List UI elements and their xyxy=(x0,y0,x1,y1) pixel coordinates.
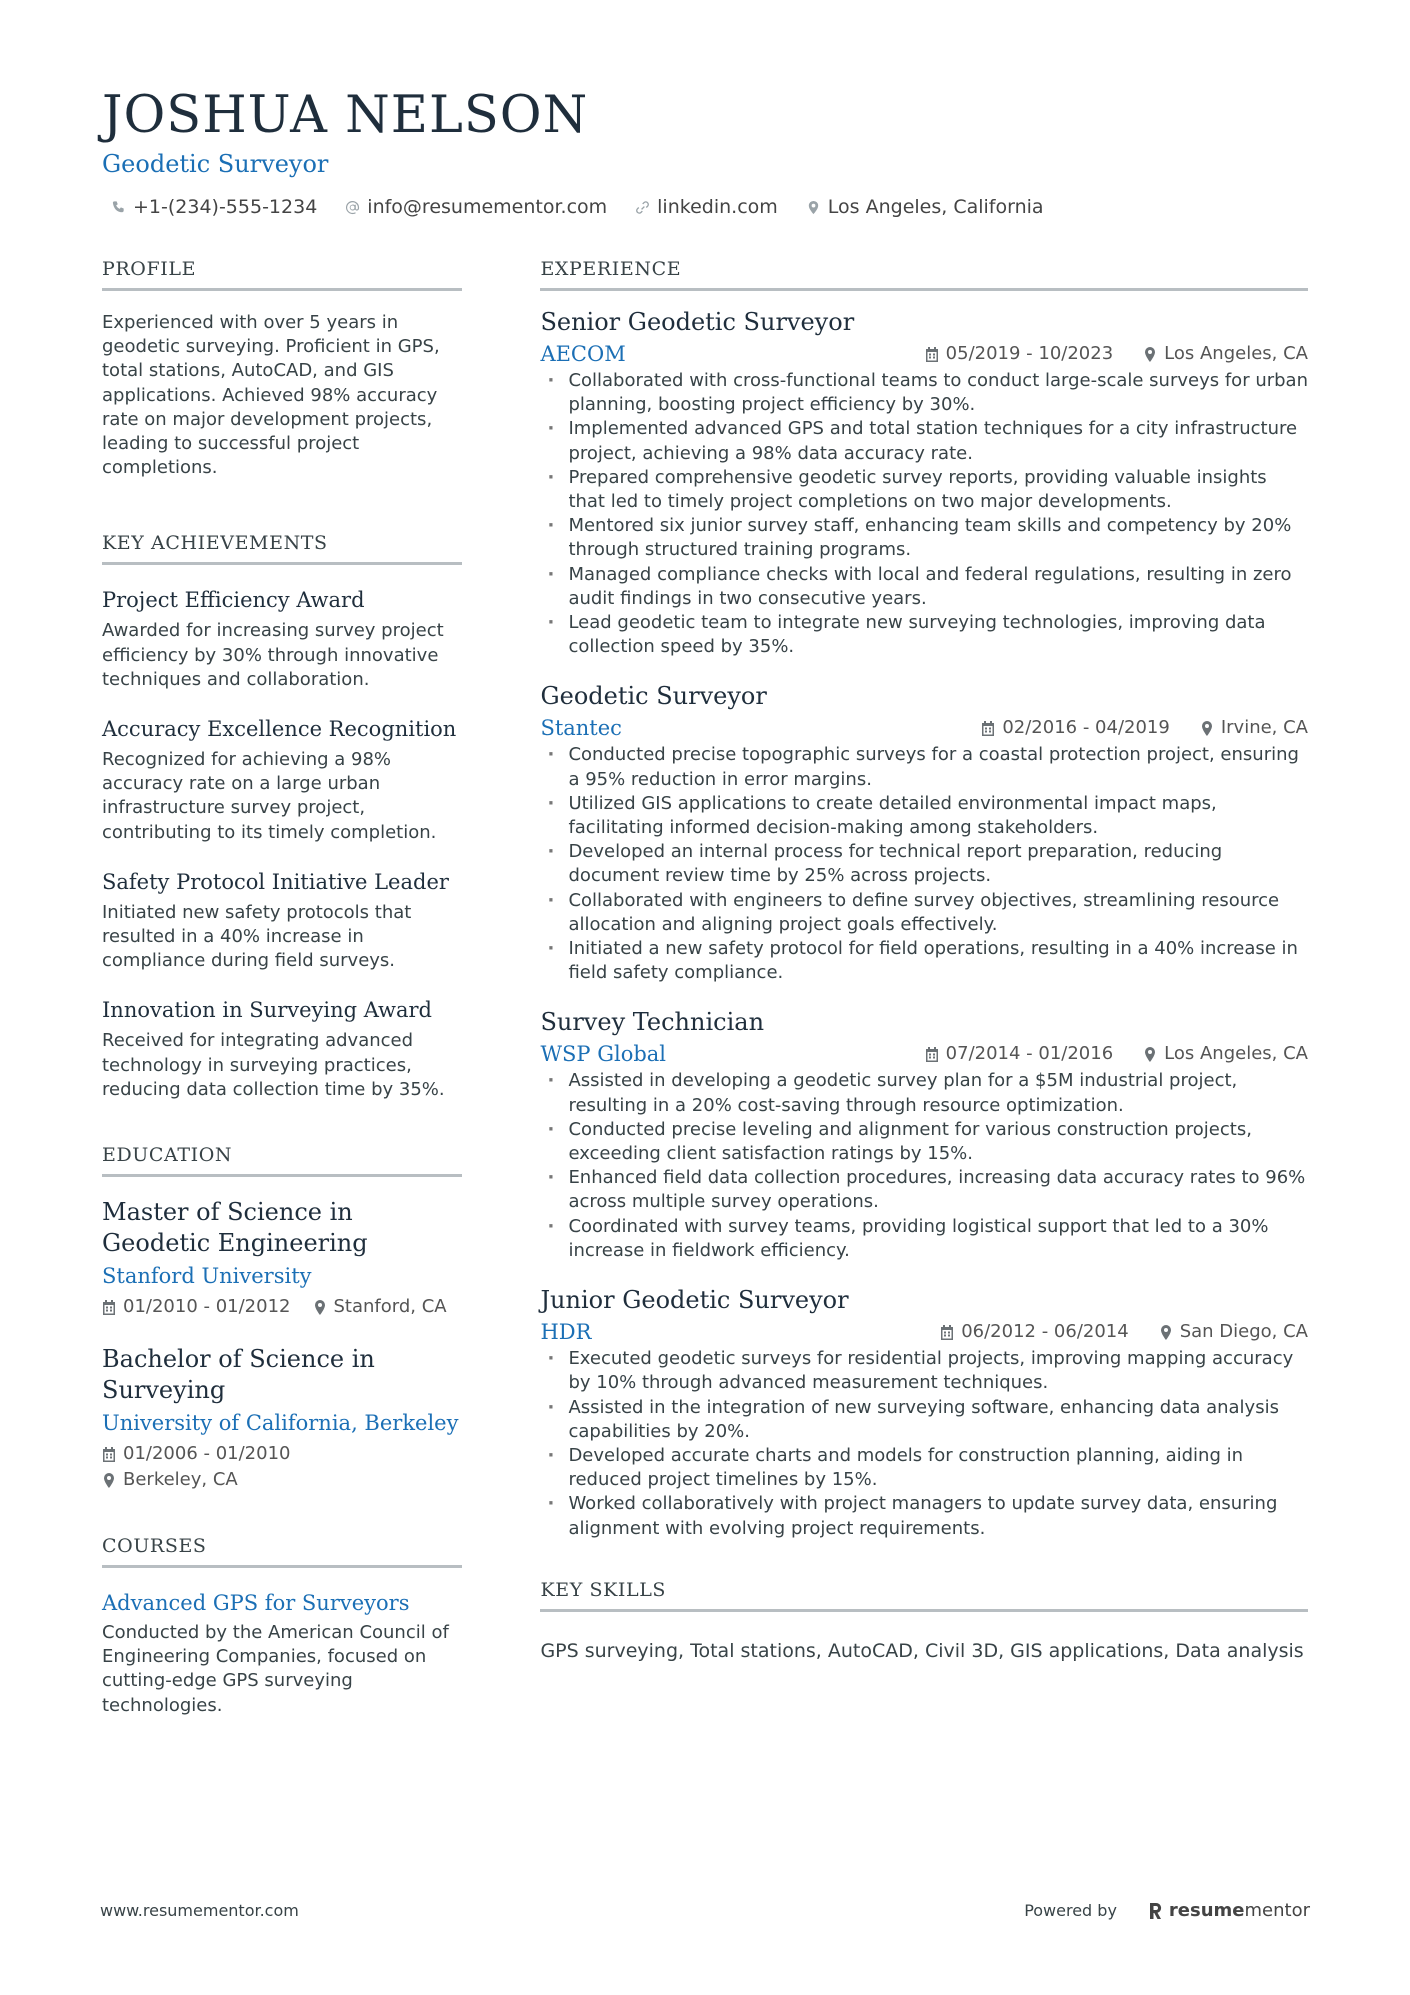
achievement-title: Innovation in Surveying Award xyxy=(102,998,432,1023)
courses-section xyxy=(102,1533,462,1718)
job-item xyxy=(540,679,1308,985)
two-column-layout xyxy=(102,256,1308,1768)
bullet-item: · Coordinated with survey teams, providing logistical support that led to a 30% increase in fieldwork efficiency. xyxy=(540,1215,1308,1263)
bullet-item: · Managed compliance checks with local and federal regulations, resulting in zero audit findings in two consecutive years. xyxy=(540,563,1308,611)
job-location: Los Angeles, CA xyxy=(1143,1041,1308,1067)
bullet-item: · Developed accurate charts and models for construction planning, aiding in reduced project timelines by 15%. xyxy=(540,1444,1308,1492)
right-column xyxy=(540,256,1308,1768)
achievement-text: Recognized for achieving a 98% accuracy rate on a large urban infrastructure survey project, contributing to its timely completion. xyxy=(102,749,437,843)
education-school: Stanford University xyxy=(102,1264,312,1289)
section-title-skills: KEY SKILLS xyxy=(540,1577,1308,1612)
bullet-item: · Enhanced field data collection procedures, increasing data accuracy rates to 96% across multiple survey operations. xyxy=(540,1166,1308,1214)
job-item xyxy=(540,1005,1308,1263)
achievement-text: Awarded for increasing survey project efficiency by 30% through innovative techniques and collaboration. xyxy=(102,620,444,690)
job-bullets xyxy=(540,1069,1308,1263)
job-company: HDR xyxy=(540,1320,592,1345)
map-pin-icon xyxy=(1143,347,1157,362)
calendar-icon xyxy=(102,1300,116,1315)
footer-website[interactable]: www.resumementor.com xyxy=(100,1901,299,1920)
education-dates: 01/2006 - 01/2010 xyxy=(102,1441,462,1467)
achievement-text: Initiated new safety protocols that resulted in a 40% increase in compliance during field surveys. xyxy=(102,901,412,972)
calendar-icon xyxy=(925,347,939,362)
education-meta xyxy=(102,1294,462,1320)
achievement-text: Received for integrating advanced technology in surveying practices, reducing data collection time by 35%. xyxy=(102,1030,445,1100)
skills-section xyxy=(540,1577,1308,1664)
map-pin-icon xyxy=(1143,1047,1157,1062)
map-pin-icon xyxy=(313,1300,327,1315)
job-company: Stantec xyxy=(540,716,622,741)
job-header-row xyxy=(540,1039,1308,1069)
course-item xyxy=(102,1588,462,1718)
achievement-item xyxy=(102,585,462,692)
bullet-item: · Executed geodetic surveys for residential projects, improving mapping accuracy by 10% through advanced measurement techniques. xyxy=(540,1347,1308,1395)
job-header-row xyxy=(540,713,1308,743)
profile-text: Experienced with over 5 years in geodetic surveying. Proficient in GPS, total stations, AutoCAD, and GIS applications. Achieved 98% accuracy rate on major development projects, leading to successful project completions. xyxy=(102,312,440,479)
job-item xyxy=(540,1283,1308,1541)
contact-bar xyxy=(102,196,1308,218)
contact-linkedin[interactable]: linkedin.com xyxy=(635,196,778,218)
achievement-item xyxy=(102,714,462,845)
job-location: Los Angeles, CA xyxy=(1143,341,1308,367)
section-title-education: EDUCATION xyxy=(102,1142,462,1177)
page-footer xyxy=(100,1900,1310,1921)
map-pin-icon xyxy=(806,200,821,215)
bullet-item: · Conducted precise topographic surveys for a coastal protection project, ensuring a 95% reduction in error margins. xyxy=(540,743,1308,791)
education-location: Stanford, CA xyxy=(313,1294,447,1320)
brand-logo[interactable]: resume mentor xyxy=(1147,1900,1310,1921)
section-title-courses: COURSES xyxy=(102,1533,462,1568)
job-company: AECOM xyxy=(540,342,626,366)
bullet-item: · Developed an internal process for technical report preparation, reducing document review time by 25% across projects. xyxy=(540,840,1308,888)
map-pin-icon xyxy=(1200,721,1214,736)
bullet-item: · Assisted in the integration of new surveying software, enhancing data analysis capabilities by 20%. xyxy=(540,1396,1308,1444)
job-bullets xyxy=(540,743,1308,985)
job-dates: 05/2019 - 10/2023 xyxy=(925,341,1114,367)
job-dates: 02/2016 - 04/2019 xyxy=(981,715,1170,741)
job-meta xyxy=(925,1041,1308,1067)
job-bullets xyxy=(540,369,1308,659)
left-column xyxy=(102,256,462,1768)
job-bullets xyxy=(540,1347,1308,1541)
calendar-icon xyxy=(940,1325,954,1340)
education-section xyxy=(102,1142,462,1493)
job-header-row xyxy=(540,339,1308,369)
powered-by xyxy=(1024,1900,1310,1921)
bullet-item: · Assisted in developing a geodetic survey plan for a $5M industrial project, resulting in a 20% cost-saving through resource optimization. xyxy=(540,1069,1308,1117)
bullet-item: · Prepared comprehensive geodetic survey reports, providing valuable insights that led to timely project completions on two major developments. xyxy=(540,466,1308,514)
job-company: WSP Global xyxy=(540,1042,667,1067)
section-title-experience: EXPERIENCE xyxy=(540,256,1308,291)
job-title: Geodetic Surveyor xyxy=(540,682,767,711)
powered-by-label: Powered by xyxy=(1024,1901,1117,1920)
education-item xyxy=(102,1344,462,1493)
education-school: University of California, Berkeley xyxy=(102,1411,459,1436)
job-meta xyxy=(981,715,1308,741)
achievement-item xyxy=(102,995,462,1102)
bullet-item: · Mentored six junior survey staff, enhancing team skills and competency by 20% through structured training programs. xyxy=(540,514,1308,562)
contact-email[interactable]: info@resumementor.com xyxy=(345,196,607,218)
job-dates: 06/2012 - 06/2014 xyxy=(940,1319,1129,1345)
calendar-icon xyxy=(102,1447,116,1462)
job-meta xyxy=(940,1319,1308,1345)
contact-phone[interactable]: +1-(234)-555-1234 xyxy=(111,196,317,218)
at-icon xyxy=(345,200,360,215)
course-text: Conducted by the American Council of Engineering Companies, focused on cutting-edge GPS surveying technologies. xyxy=(102,1622,449,1716)
skills-text: GPS surveying, Total stations, AutoCAD, Civil 3D, GIS applications, Data analysis xyxy=(540,1639,1304,1662)
achievement-title: Safety Protocol Initiative Leader xyxy=(102,869,449,894)
section-title-achievements: KEY ACHIEVEMENTS xyxy=(102,530,462,565)
calendar-icon xyxy=(981,721,995,736)
phone-icon xyxy=(111,200,126,215)
achievements-section xyxy=(102,530,462,1102)
bullet-item: · Collaborated with cross-functional teams to conduct large-scale surveys for urban planning, boosting project efficiency by 30%. xyxy=(540,369,1308,417)
resumementor-logo-icon xyxy=(1147,1901,1163,1921)
map-pin-icon xyxy=(102,1473,116,1488)
education-degree: Bachelor of Science in Surveying xyxy=(102,1345,375,1405)
bullet-item: · Collaborated with engineers to define survey objectives, streamlining resource allocation and aligning project goals effectively. xyxy=(540,889,1308,937)
achievement-item xyxy=(102,867,462,974)
map-pin-icon xyxy=(1159,1325,1173,1340)
education-dates: 01/2010 - 01/2012 xyxy=(102,1294,291,1320)
profile-section xyxy=(102,256,462,480)
bullet-item: · Utilized GIS applications to create detailed environmental impact maps, facilitating informed decision-making among stakeholders. xyxy=(540,792,1308,840)
job-title: Junior Geodetic Surveyor xyxy=(540,1286,849,1315)
bullet-item: · Conducted precise leveling and alignment for various construction projects, exceeding client satisfaction ratings by 15%. xyxy=(540,1118,1308,1166)
bullet-item: · Implemented advanced GPS and total station techniques for a city infrastructure project, achieving a 98% data accuracy rate. xyxy=(540,417,1308,465)
contact-location: Los Angeles, California xyxy=(806,196,1044,218)
bullet-item: · Initiated a new safety protocol for field operations, resulting in a 40% increase in field safety compliance. xyxy=(540,937,1308,985)
candidate-role: Geodetic Surveyor xyxy=(102,150,329,178)
education-location: Berkeley, CA xyxy=(102,1467,462,1493)
achievement-title: Accuracy Excellence Recognition xyxy=(102,717,457,742)
job-meta xyxy=(925,341,1308,367)
job-item xyxy=(540,305,1308,659)
candidate-name: JOSHUA NELSON xyxy=(102,86,589,145)
job-dates: 07/2014 - 01/2016 xyxy=(925,1041,1114,1067)
job-location: San Diego, CA xyxy=(1159,1319,1308,1345)
job-title: Survey Technician xyxy=(540,1008,765,1037)
course-title: Advanced GPS for Surveyors xyxy=(102,1591,410,1616)
achievement-title: Project Efficiency Award xyxy=(102,588,365,613)
education-degree: Master of Science in Geodetic Engineering xyxy=(102,1198,368,1258)
experience-section xyxy=(540,256,1308,1541)
section-title-profile: PROFILE xyxy=(102,256,462,291)
job-header-row xyxy=(540,1317,1308,1347)
job-title: Senior Geodetic Surveyor xyxy=(540,308,855,336)
job-location: Irvine, CA xyxy=(1200,715,1308,741)
bullet-item: · Worked collaboratively with project managers to update survey data, ensuring alignment with evolving project requirements. xyxy=(540,1492,1308,1540)
link-icon xyxy=(635,200,650,215)
calendar-icon xyxy=(925,1047,939,1062)
education-item xyxy=(102,1197,462,1320)
bullet-item: · Lead geodetic team to integrate new surveying technologies, improving data collection speed by 35%. xyxy=(540,611,1308,659)
